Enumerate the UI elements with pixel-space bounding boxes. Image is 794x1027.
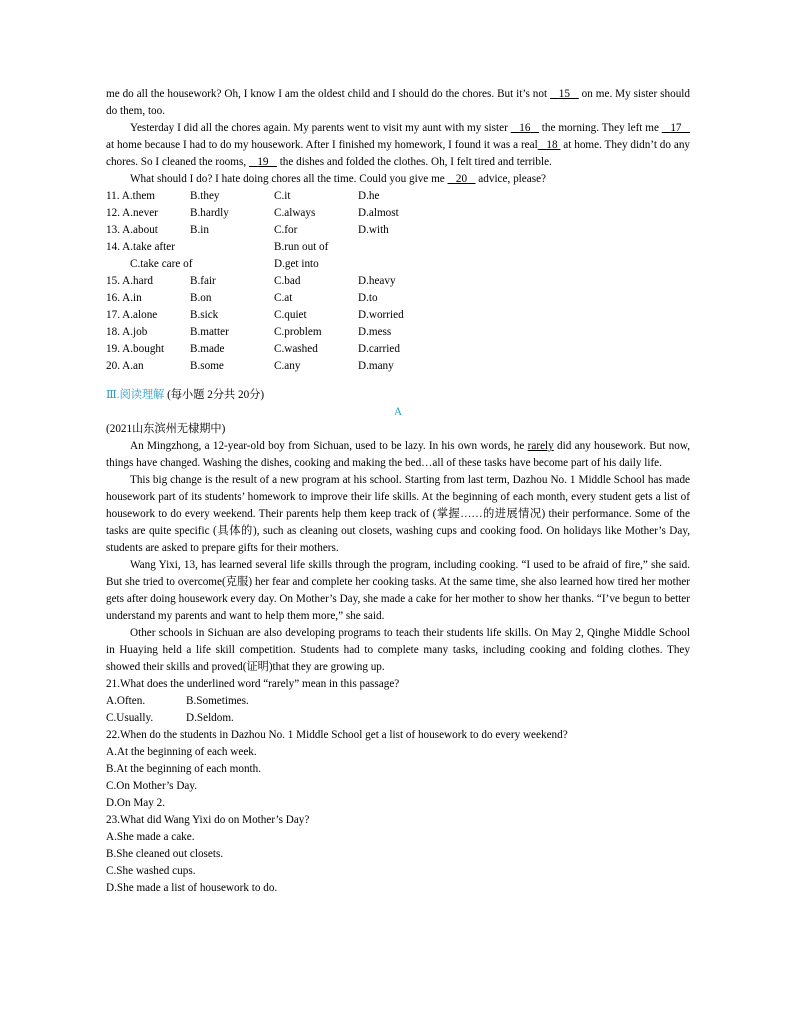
text: me do all the housework? Oh, I know I am the oldest child and I should do the chores. But it’s not — [106, 88, 550, 100]
option-row-14a: 14. A.take after B.run out of — [106, 241, 329, 253]
option-row-12: 12. A.never B.hardly C.always D.almost — [106, 207, 399, 219]
blank-18: 18 — [546, 139, 558, 151]
option-row-11: 11. A.them B.they C.it D.he — [106, 190, 380, 202]
underlined-word: rarely — [527, 440, 554, 452]
cloze-paragraph-3: What should I do? I hate doing chores all the time. Could you give me 20 advice, please? — [130, 173, 547, 185]
question-21: 21.What does the underlined word “rarely” mean in this passage? — [106, 678, 400, 690]
reading-paragraph-4: Other schools in Sichuan are also developing programs to teach their students life skills. On May 2, Qinghe Middle School in Huaying held a life skill competition. Students had to complete many tasks, including cooking and folding clothes. They showed their skills and proved(证明)that they are growing up. — [106, 627, 690, 673]
options-list — [106, 188, 690, 375]
q23-option-c: C.She washed cups. — [106, 865, 196, 877]
reading-paragraph-3: Wang Yixi, 13, has learned several life skills through the program, including cooking. “I used to be afraid of fire,” she said. But she tried to overcome(克服) her fear and complete her cooking tasks. At the same time, she also learned how tired her mother gets after doing housework every day. On Mother’s Day, she made a cake for her mother to show her thanks. “I’ve begun to better understand my parents and want to help them more,” she said. — [106, 559, 690, 622]
option-row-17: 17. A.alone B.sick C.quiet D.worried — [106, 309, 404, 321]
question-23: 23.What did Wang Yixi do on Mother’s Day? — [106, 814, 310, 826]
q22-option-d: D.On May 2. — [106, 797, 166, 809]
question-22: 22.When do the students in Dazhou No. 1 Middle School get a list of housework to do every weekend? — [106, 729, 568, 741]
blank-19: 19 — [257, 156, 269, 168]
q22-option-c: C.On Mother’s Day. — [106, 780, 198, 792]
q23-option-a: A.She made a cake. — [106, 831, 195, 843]
option-row-16: 16. A.in B.on C.at D.to — [106, 292, 378, 304]
option-row-13: 13. A.about B.in C.for D.with — [106, 224, 389, 236]
blank-15: 15 — [558, 88, 570, 100]
option-row-19: 19. A.bought B.made C.washed D.carried — [106, 343, 400, 355]
passage-source: (2021山东滨州无棣期中) — [106, 423, 226, 435]
blank-16: 16 — [519, 122, 531, 134]
option-row-15: 15. A.hard B.fair C.bad D.heavy — [106, 275, 396, 287]
option-row-20: 20. A.an B.some C.any D.many — [106, 360, 394, 372]
blank-20: 20 — [455, 173, 468, 185]
reading-paragraph-1: An Mingzhong, a 12-year-old boy from Sichuan, used to be lazy. In his own words, he rarely did any housework. But now, things have changed. Washing the dishes, cooking and making the bed…all of these tasks have become part of his daily life. — [106, 440, 690, 469]
document-page — [106, 86, 690, 897]
option-row-18: 18. A.job B.matter C.problem D.mess — [106, 326, 392, 338]
cloze-paragraph-1 — [106, 86, 690, 120]
q21-options-row-2: C.Usually. D.Seldom. — [106, 712, 234, 724]
q23-option-d: D.She made a list of housework to do. — [106, 882, 278, 894]
section-title: Ⅲ.阅读理解 (每小题 2分共 20分) — [106, 389, 265, 401]
option-row-14b: C.take care of D.get into — [130, 258, 319, 270]
blank-17: 17 — [670, 122, 682, 134]
q23-option-b: B.She cleaned out closets. — [106, 848, 224, 860]
section-points: (每小题 2分共 20分) — [164, 389, 265, 401]
cloze-paragraph-2: Yesterday I did all the chores again. My parents went to visit my aunt with my sister 16 the morning. They left me 17 at home because I had to do my housework. After I finished my homework, I found it was a real 18 at home. They didn’t do any chores. So I cleaned the rooms, 19 the dishes and folded the clothes. Oh, I felt tired and terrible. — [106, 122, 691, 168]
passage-label: A — [393, 406, 403, 418]
text: on me. My sister should do them, too. — [106, 88, 691, 117]
q22-option-a: A.At the beginning of each week. — [106, 746, 257, 758]
reading-paragraph-2: This big change is the result of a new program at his school. Starting from last term, Dazhou No. 1 Middle School has made housework part of its students’ homework to improve their life skills. At the beginning of each month, every student gets a list of housework to do every weekend. Their parents help them keep track of (掌握……的进展情况) their performance. Some of the tasks are quite specific (具体的), such as cleaning out closets, washing cups and cooking food. On holidays like Mother’s Day, students are asked to prepare gifts for their mothers. — [106, 474, 690, 554]
q22-option-b: B.At the beginning of each month. — [106, 763, 262, 775]
q21-options-row-1: A.Often. B.Sometimes. — [106, 695, 249, 707]
